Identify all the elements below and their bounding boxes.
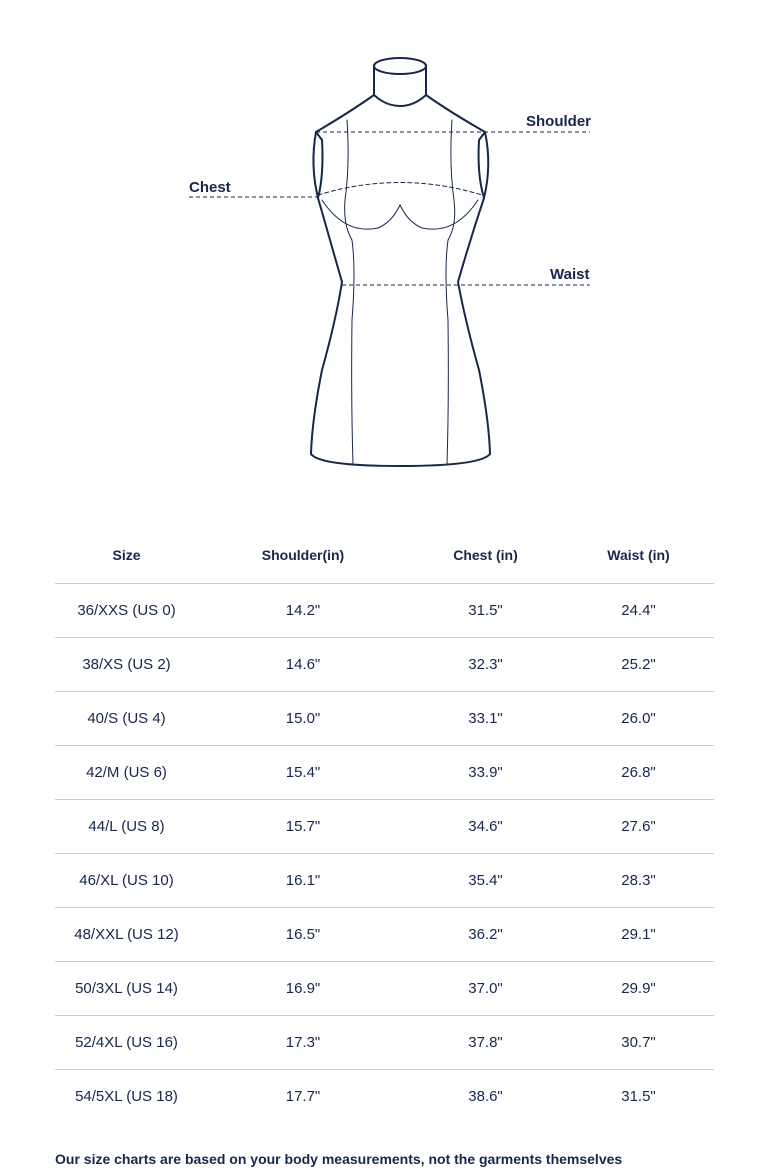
neck-top (374, 58, 426, 74)
cell-shoulder: 15.0" (198, 692, 408, 746)
header-shoulder: Shoulder(in) (198, 527, 408, 584)
cell-size: 48/XXL (US 12) (55, 908, 198, 962)
cell-waist: 28.3" (563, 854, 714, 908)
cell-chest: 37.8" (408, 1016, 563, 1070)
cell-size: 38/XS (US 2) (55, 638, 198, 692)
chest-label: Chest (189, 179, 231, 196)
cell-size: 52/4XL (US 16) (55, 1016, 198, 1070)
cell-chest: 33.1" (408, 692, 563, 746)
cell-waist: 24.4" (563, 584, 714, 638)
right-armhole (479, 132, 489, 198)
header-waist: Waist (in) (563, 527, 714, 584)
left-armhole (313, 132, 322, 198)
table-row (55, 962, 714, 1016)
cell-size: 46/XL (US 10) (55, 854, 198, 908)
cell-chest: 38.6" (468, 1088, 503, 1105)
table-header-row (55, 527, 714, 584)
cell-waist: 26.0" (563, 692, 714, 746)
left-seam (345, 120, 354, 464)
header-chest: Chest (in) (408, 527, 563, 584)
cell-waist: 27.6" (563, 800, 714, 854)
cell-waist: 29.1" (563, 908, 714, 962)
cell-size: 36/XXS (US 0) (55, 584, 198, 638)
cell-shoulder: 16.1" (198, 854, 408, 908)
table-row (55, 1016, 714, 1070)
table-row (55, 584, 714, 638)
cell-chest: 32.3" (408, 638, 563, 692)
shoulder-outline (316, 95, 485, 132)
cell-shoulder: 15.7" (198, 800, 408, 854)
body-outline (311, 198, 490, 466)
cell-chest: 36.2" (408, 908, 563, 962)
cell-shoulder: 16.5" (198, 908, 408, 962)
cell-chest: 33.9" (408, 746, 563, 800)
header-size: Size (55, 527, 198, 584)
table-row (55, 854, 714, 908)
cell-waist: 31.5" (621, 1088, 656, 1105)
table-row (55, 746, 714, 800)
dress-form-illustration (0, 0, 780, 480)
cell-waist: 26.8" (563, 746, 714, 800)
right-seam (446, 120, 455, 464)
measurement-diagram (0, 0, 780, 480)
cell-chest: 34.6" (408, 800, 563, 854)
cell-size: 42/M (US 6) (55, 746, 198, 800)
cell-size: 54/5XL (US 18) (75, 1088, 178, 1105)
cell-shoulder: 17.3" (198, 1016, 408, 1070)
cell-shoulder: 14.6" (198, 638, 408, 692)
cell-size: 50/3XL (US 14) (55, 962, 198, 1016)
cell-chest: 35.4" (408, 854, 563, 908)
size-chart-table (55, 527, 714, 1123)
cell-shoulder: 14.2" (198, 584, 408, 638)
chest-curve (318, 183, 482, 196)
waist-label: Waist (550, 266, 590, 283)
cell-shoulder: 16.9" (198, 962, 408, 1016)
table-row (55, 692, 714, 746)
cell-waist: 25.2" (563, 638, 714, 692)
shoulder-label: Shoulder (526, 113, 592, 130)
cell-chest: 37.0" (408, 962, 563, 1016)
size-chart-footnote: Our size charts are based on your body measurements, not the garments themselves (55, 1151, 623, 1167)
cell-waist: 29.9" (563, 962, 714, 1016)
table-row (55, 638, 714, 692)
cell-shoulder: 17.7" (285, 1088, 321, 1105)
table-row (55, 800, 714, 854)
table-row (55, 1070, 714, 1124)
table-row (55, 908, 714, 962)
cell-waist: 30.7" (563, 1016, 714, 1070)
cell-size: 44/L (US 8) (55, 800, 198, 854)
cell-chest: 31.5" (408, 584, 563, 638)
cell-size: 40/S (US 4) (55, 692, 198, 746)
cell-shoulder: 15.4" (198, 746, 408, 800)
